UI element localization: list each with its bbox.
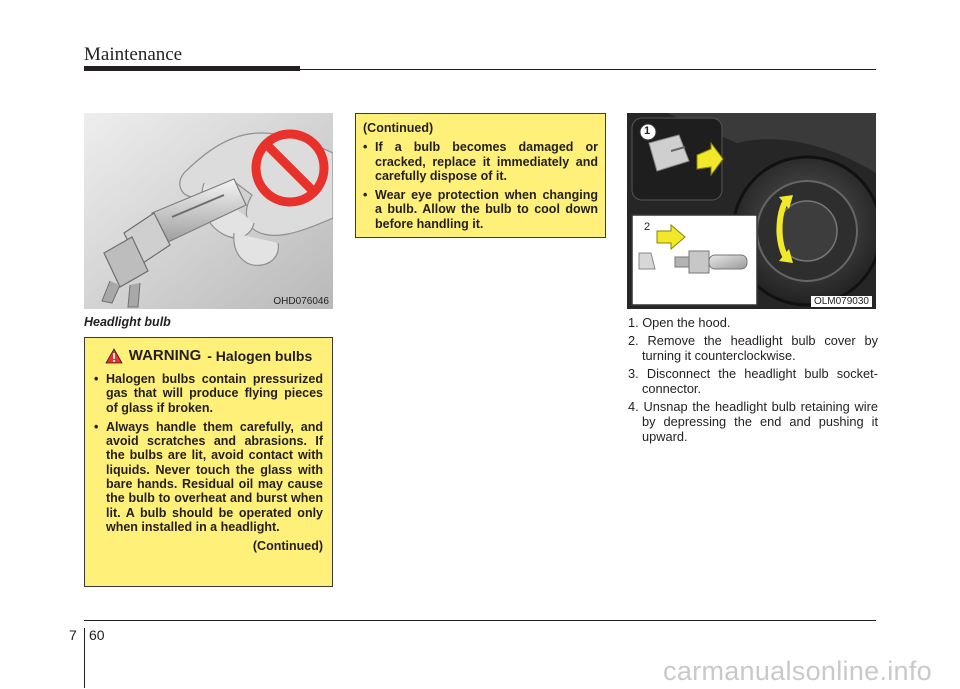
step-item: 1. Open the hood. [628,315,731,330]
headlight-assembly-photo [627,113,876,309]
chapter-number: 7 [69,627,77,643]
warning-box [84,337,333,587]
watermark-text: carmanualsonline.info [663,656,932,686]
warning-item: • Always handle them carefully, and avoid scratches and abrasions. If the bulbs are lit, avoid contact with liquids. Never touch the glass with bare hands. Residual oil may cause the bulb to overheat and burst when lit. A bulb should be operated only when installed in a headlight. [94,420,323,534]
page-number: 60 [89,627,105,643]
step-item: 4. Unsnap the headlight bulb retaining wire by depressing the end and pushing it upward. [628,399,878,444]
warning-item: • Halogen bulbs contain pressurized gas that will produce flying pieces of glass if broken. [94,372,323,415]
warning-heading [94,348,323,364]
warning-title: WARNING [128,346,202,364]
header-rule [300,69,876,70]
warning-list [94,372,323,534]
continued-list [363,140,598,231]
header-bar [84,66,300,71]
page-header-title: Maintenance [84,44,183,65]
procedure-steps [628,315,878,447]
step-item: 3. Disconnect the headlight bulb socket-connector. [628,366,878,396]
figure-code: OHD076046 [273,296,329,307]
callout-2-label: 2 [644,221,651,233]
continued-item: • If a bulb becomes damaged or cracked, replace it immediately and carefully dispose of it. [363,140,598,183]
halogen-bulb-illustration [84,113,333,309]
warning-continued: (Continued) [252,539,323,554]
figure-code: OLM079030 [811,296,872,307]
continued-heading: (Continued) [363,121,434,135]
warning-subtitle: - Halogen bulbs [207,347,313,364]
footer-divider [84,628,85,688]
warning-triangle-icon [105,348,123,364]
continued-warning-box [355,113,606,238]
footer-rule [84,620,876,621]
figure-caption: Headlight bulb [84,315,171,329]
step-item: 2. Remove the headlight bulb cover by turning it counterclockwise. [628,333,878,363]
callout-1-label: 1 [644,125,651,137]
continued-item: • Wear eye protection when changing a bulb. Allow the bulb to cool down before handling it. [363,188,598,231]
